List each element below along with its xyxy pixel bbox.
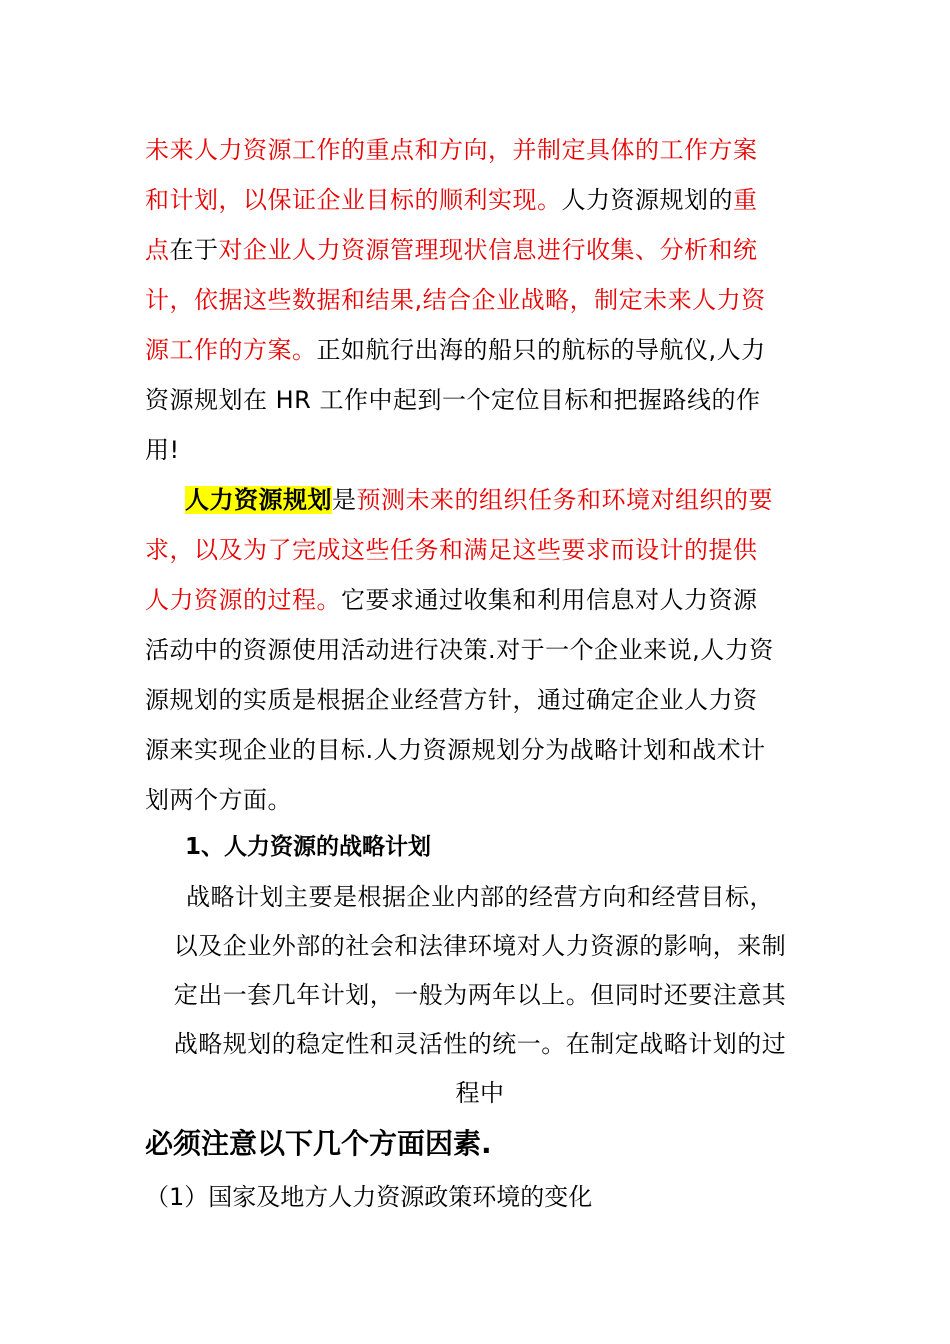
paragraph-3	[145, 873, 815, 1118]
text-line	[145, 575, 815, 625]
text-line: 计，依据这些数据和结果,结合企业战略，制定未来人力资	[145, 286, 766, 314]
body-text: 人力资源规划的	[561, 186, 733, 214]
emphasis-text: 对企业人力资源管理现状信息进行收集、分析和统	[218, 236, 758, 264]
text-line	[145, 175, 815, 225]
emphasis-text: 和计划，以保证企业目标的顺利实现。	[145, 186, 562, 214]
text-line: 源规划的实质是根据企业经营方针，通过确定企业人力资	[145, 686, 758, 714]
emphasis-text: 源工作的方案。	[145, 336, 317, 364]
text-line: 划两个方面。	[145, 786, 292, 814]
text-line: 用!	[145, 436, 180, 464]
body-text: 是	[332, 486, 357, 514]
emphasis-text: 点	[145, 236, 170, 264]
paragraph-1	[145, 125, 815, 475]
text-line: 战略规划的稳定性和灵活性的统一。在制定战略计划的过	[173, 1030, 787, 1058]
body-text: 正如航行出海的船只的航标的导航仪,人力	[316, 336, 766, 364]
subsection-heading: 必须注意以下几个方面因素.	[145, 1127, 492, 1160]
emphasis-text: 重	[733, 186, 758, 214]
text-line: 程中	[455, 1079, 505, 1107]
text-line: 未来人力资源工作的重点和方向，并制定具体的工作方案	[145, 136, 758, 164]
body-text: 在于	[169, 236, 219, 264]
highlighted-term: 人力资源规划	[185, 486, 332, 514]
text-line: 以及企业外部的社会和法律环境对人力资源的影响，来制	[173, 932, 787, 960]
text-line: 战略计划主要是根据企业内部的经营方向和经营目标，	[186, 883, 774, 911]
text-line: 资源规划在 HR 工作中起到一个定位目标和把握路线的作	[145, 386, 761, 414]
body-text: 它要求通过收集和利用信息对人力资源	[341, 586, 758, 614]
text-line: 源来实现企业的目标.人力资源规划分为战略计划和战术计	[145, 736, 766, 764]
paragraph-2	[145, 475, 815, 825]
section-heading: 1、人力资源的战略计划	[185, 834, 432, 860]
emphasis-text: 预测未来的组织任务和环境对组织的要	[356, 486, 773, 514]
text-line	[145, 225, 815, 275]
list-item: （1）国家及地方人力资源政策环境的变化	[145, 1183, 593, 1211]
text-line	[145, 475, 815, 525]
text-line: 活动中的资源使用活动进行决策.对于一个企业来说,人力资	[145, 636, 774, 664]
text-line: 定出一套几年计划，一般为两年以上。但同时还要注意其	[173, 981, 787, 1009]
text-line	[145, 325, 815, 375]
text-line: 求，以及为了完成这些任务和满足这些要求而设计的提供	[145, 536, 758, 564]
emphasis-text: 人力资源的过程。	[145, 586, 341, 614]
